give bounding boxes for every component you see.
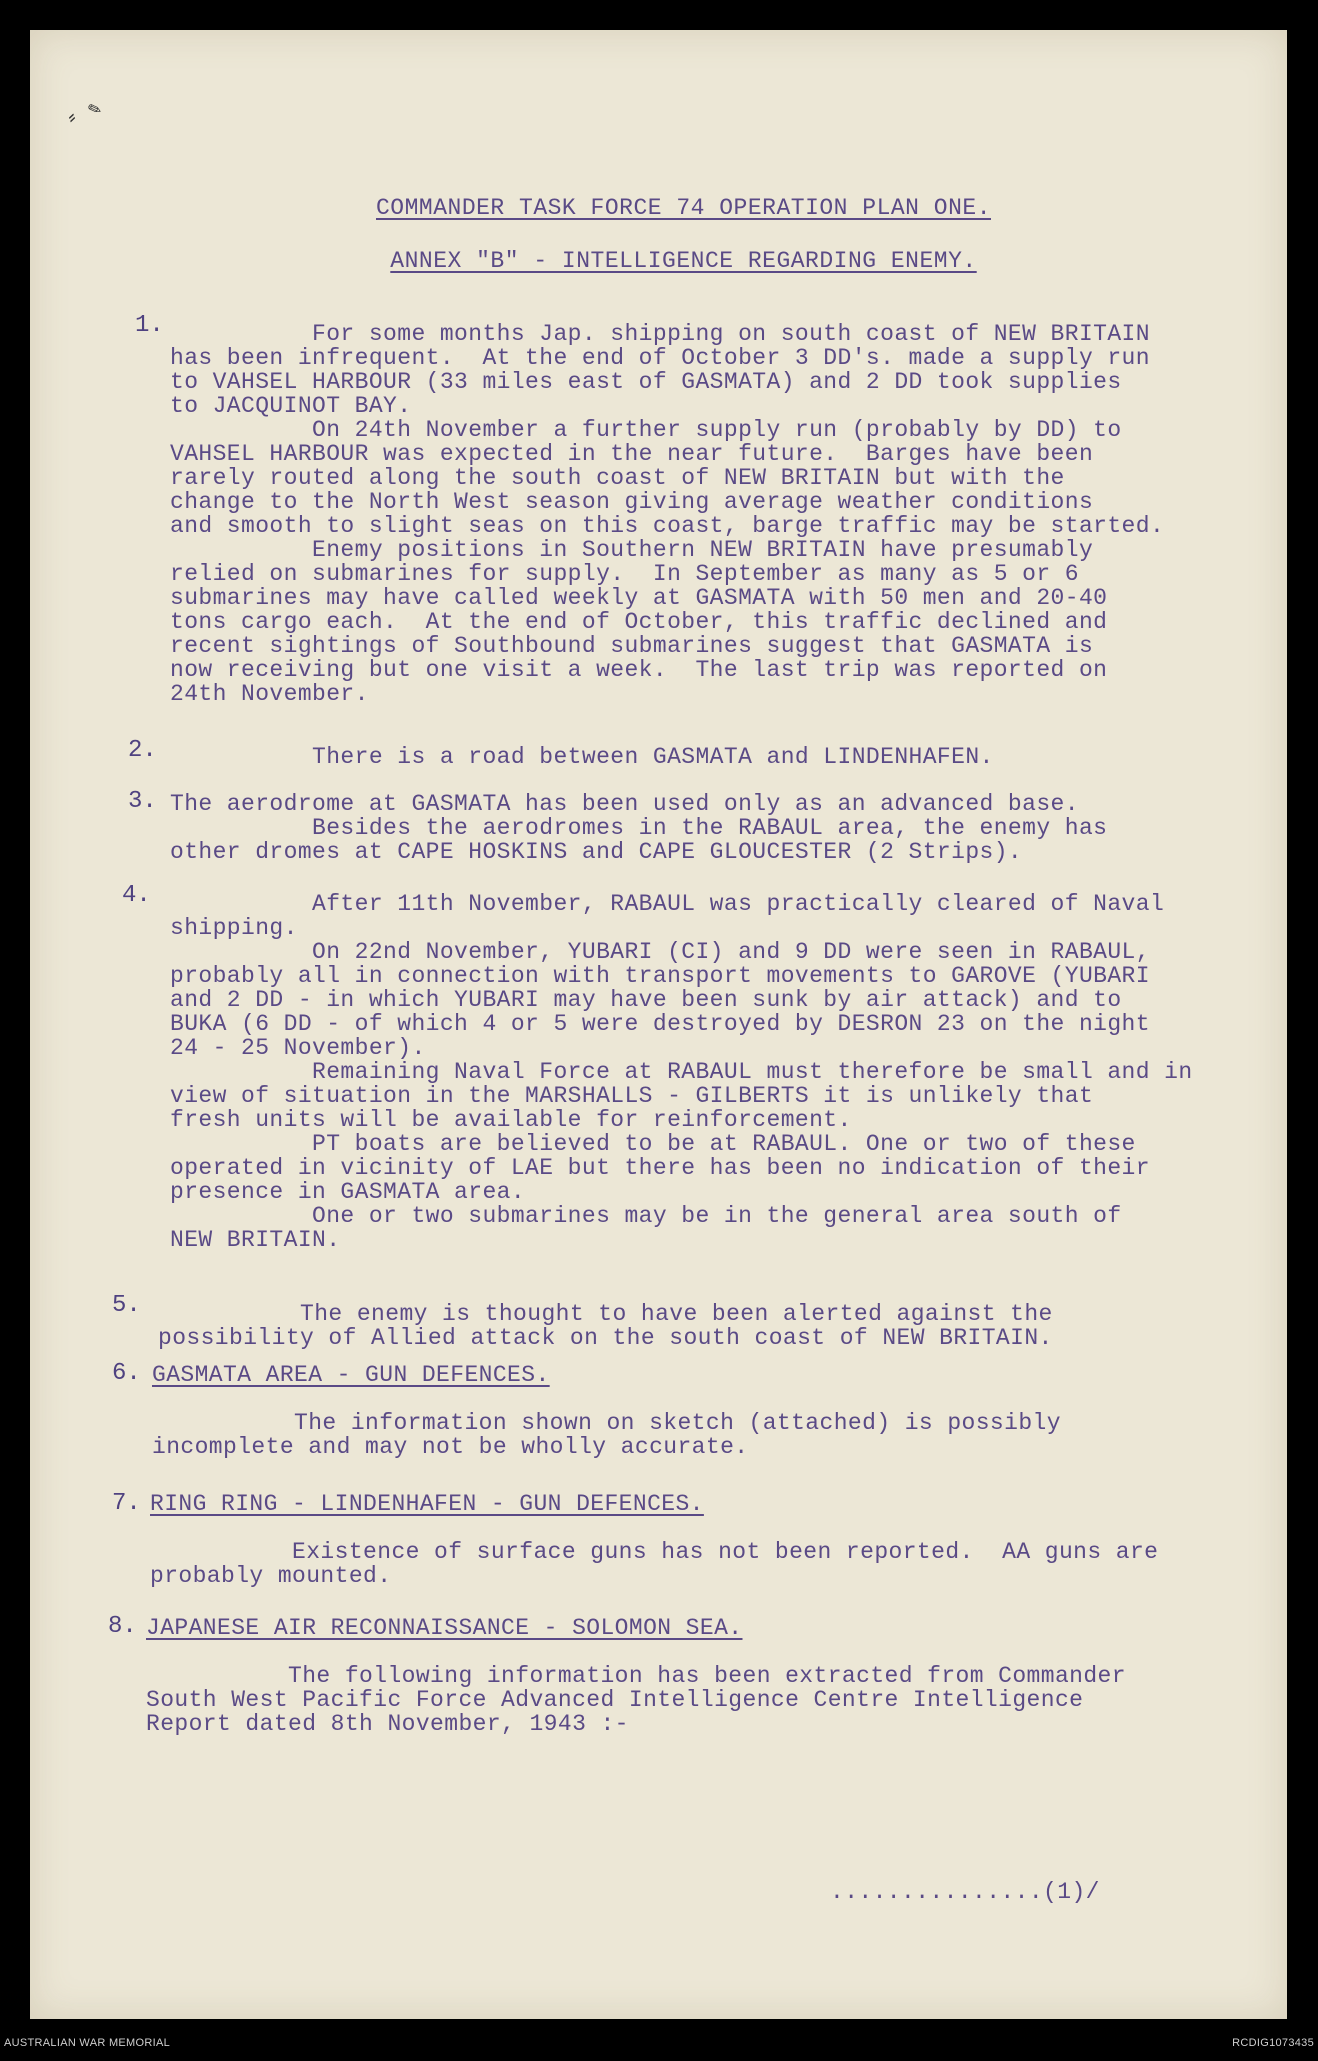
text-line: presence in GASMATA area. [170, 1179, 526, 1205]
text-line: view of situation in the MARSHALLS - GILBERTS it is unlikely that [170, 1083, 1094, 1109]
section-1-body [170, 322, 1270, 706]
section-heading: RING RING - LINDENHAFEN - GUN DEFENCES. [150, 1491, 704, 1517]
section-2-body [170, 745, 1270, 769]
text-line: South West Pacific Force Advanced Intelligence Centre Intelligence [146, 1687, 1084, 1713]
section-number: 3. [128, 788, 157, 815]
text-line: possibility of Allied attack on the south coast of NEW BRITAIN. [158, 1325, 1053, 1351]
section-6-body [152, 1363, 1252, 1459]
text-line: to JACQUINOT BAY. [170, 393, 412, 419]
footer-id: RCDIG1073435 [1232, 2037, 1314, 2049]
section-number: 1. [135, 312, 164, 339]
section-heading: GASMATA AREA - GUN DEFENCES. [152, 1362, 550, 1388]
text-line: submarines may have called weekly at GASMATA with 50 men and 20-40 [170, 585, 1108, 611]
text-line: BUKA (6 DD - of which 4 or 5 were destroyed by DESRON 23 on the night [170, 1011, 1150, 1037]
spacer [150, 1516, 1250, 1540]
section-heading: JAPANESE AIR RECONNAISSANCE - SOLOMON SEA. [146, 1615, 743, 1641]
text-line: The following information has been extracted from Commander [146, 1663, 1126, 1689]
document-subtitle: ANNEX "B" - INTELLIGENCE REGARDING ENEMY. [390, 248, 977, 274]
text-line: One or two submarines may be in the general area south of [170, 1203, 1122, 1229]
section-number: 6. [112, 1360, 141, 1387]
text-line: VAHSEL HARBOUR was expected in the near future. Barges have been [170, 441, 1094, 467]
document-page [30, 30, 1287, 2019]
section-number: 7. [112, 1490, 141, 1517]
section-number: 8. [108, 1613, 137, 1640]
section-number: 5. [112, 1292, 141, 1319]
text-line: On 24th November a further supply run (probably by DD) to [170, 417, 1122, 443]
text-line: For some months Jap. shipping on south coast of NEW BRITAIN [170, 321, 1150, 347]
text-line: relied on submarines for supply. In September as many as 5 or 6 [170, 561, 1079, 587]
text-line: probably mounted. [150, 1563, 392, 1589]
text-line: PT boats are believed to be at RABAUL. One or two of these [170, 1131, 1136, 1157]
text-line: has been infrequent. At the end of October 3 DD's. made a supply run [170, 345, 1150, 371]
section-number: 4. [122, 882, 151, 909]
text-line: shipping. [170, 915, 298, 941]
text-line: fresh units will be available for reinforcement. [170, 1107, 852, 1133]
text-line: recent sightings of Southbound submarines suggest that GASMATA is [170, 633, 1094, 659]
text-line: After 11th November, RABAUL was practically cleared of Naval [170, 891, 1165, 917]
continuation-marker: ...............(1)/ [830, 1879, 1100, 1905]
section-5-body [158, 1302, 1258, 1350]
text-line: On 22nd November, YUBARI (CI) and 9 DD were seen in RABAUL, [170, 939, 1150, 965]
section-8-body [146, 1616, 1246, 1736]
text-line: NEW BRITAIN. [170, 1227, 341, 1253]
text-line: There is a road between GASMATA and LINDENHAFEN. [170, 744, 994, 770]
document-title: COMMANDER TASK FORCE 74 OPERATION PLAN ONE. [376, 195, 991, 221]
text-line: The information shown on sketch (attached) is possibly [152, 1410, 1061, 1436]
text-line: The enemy is thought to have been alerted against the [158, 1301, 1053, 1327]
text-line: rarely routed along the south coast of NEW BRITAIN but with the [170, 465, 1065, 491]
text-line: Remaining Naval Force at RABAUL must therefore be small and in [170, 1059, 1193, 1085]
section-3-body [170, 792, 1270, 864]
spacer [152, 1387, 1252, 1411]
section-4-body [170, 892, 1270, 1252]
text-line: operated in vicinity of LAE but there has been no indication of their [170, 1155, 1150, 1181]
text-line: Report dated 8th November, 1943 :- [146, 1711, 629, 1737]
text-line: and smooth to slight seas on this coast, barge traffic may be started. [170, 513, 1165, 539]
text-line: now receiving but one visit a week. The last trip was reported on [170, 657, 1108, 683]
text-line: incomplete and may not be wholly accurate. [152, 1434, 749, 1460]
spacer [146, 1640, 1246, 1664]
text-line: 24th November. [170, 681, 369, 707]
text-line: and 2 DD - in which YUBARI may have been sunk by air attack) and to [170, 987, 1122, 1013]
text-line: to VAHSEL HARBOUR (33 miles east of GASMATA) and 2 DD took supplies [170, 369, 1122, 395]
text-line: 24 - 25 November). [170, 1035, 426, 1061]
text-line: Besides the aerodromes in the RABAUL area, the enemy has [170, 815, 1108, 841]
text-line: probably all in connection with transport movements to GAROVE (YUBARI [170, 963, 1150, 989]
text-line: Enemy positions in Southern NEW BRITAIN have presumably [170, 537, 1094, 563]
text-line: The aerodrome at GASMATA has been used only as an advanced base. [170, 791, 1079, 817]
text-line: change to the North West season giving average weather conditions [170, 489, 1094, 515]
text-line: Existence of surface guns has not been reported. AA guns are [150, 1539, 1159, 1565]
footer-source: AUSTRALIAN WAR MEMORIAL [4, 2037, 171, 2049]
text-line: other dromes at CAPE HOSKINS and CAPE GLOUCESTER (2 Strips). [170, 839, 1023, 865]
text-line: tons cargo each. At the end of October, this traffic declined and [170, 609, 1108, 635]
section-number: 2. [128, 737, 157, 764]
pencil-mark: ⸗ ✎ [62, 97, 105, 132]
section-7-body [150, 1492, 1250, 1588]
